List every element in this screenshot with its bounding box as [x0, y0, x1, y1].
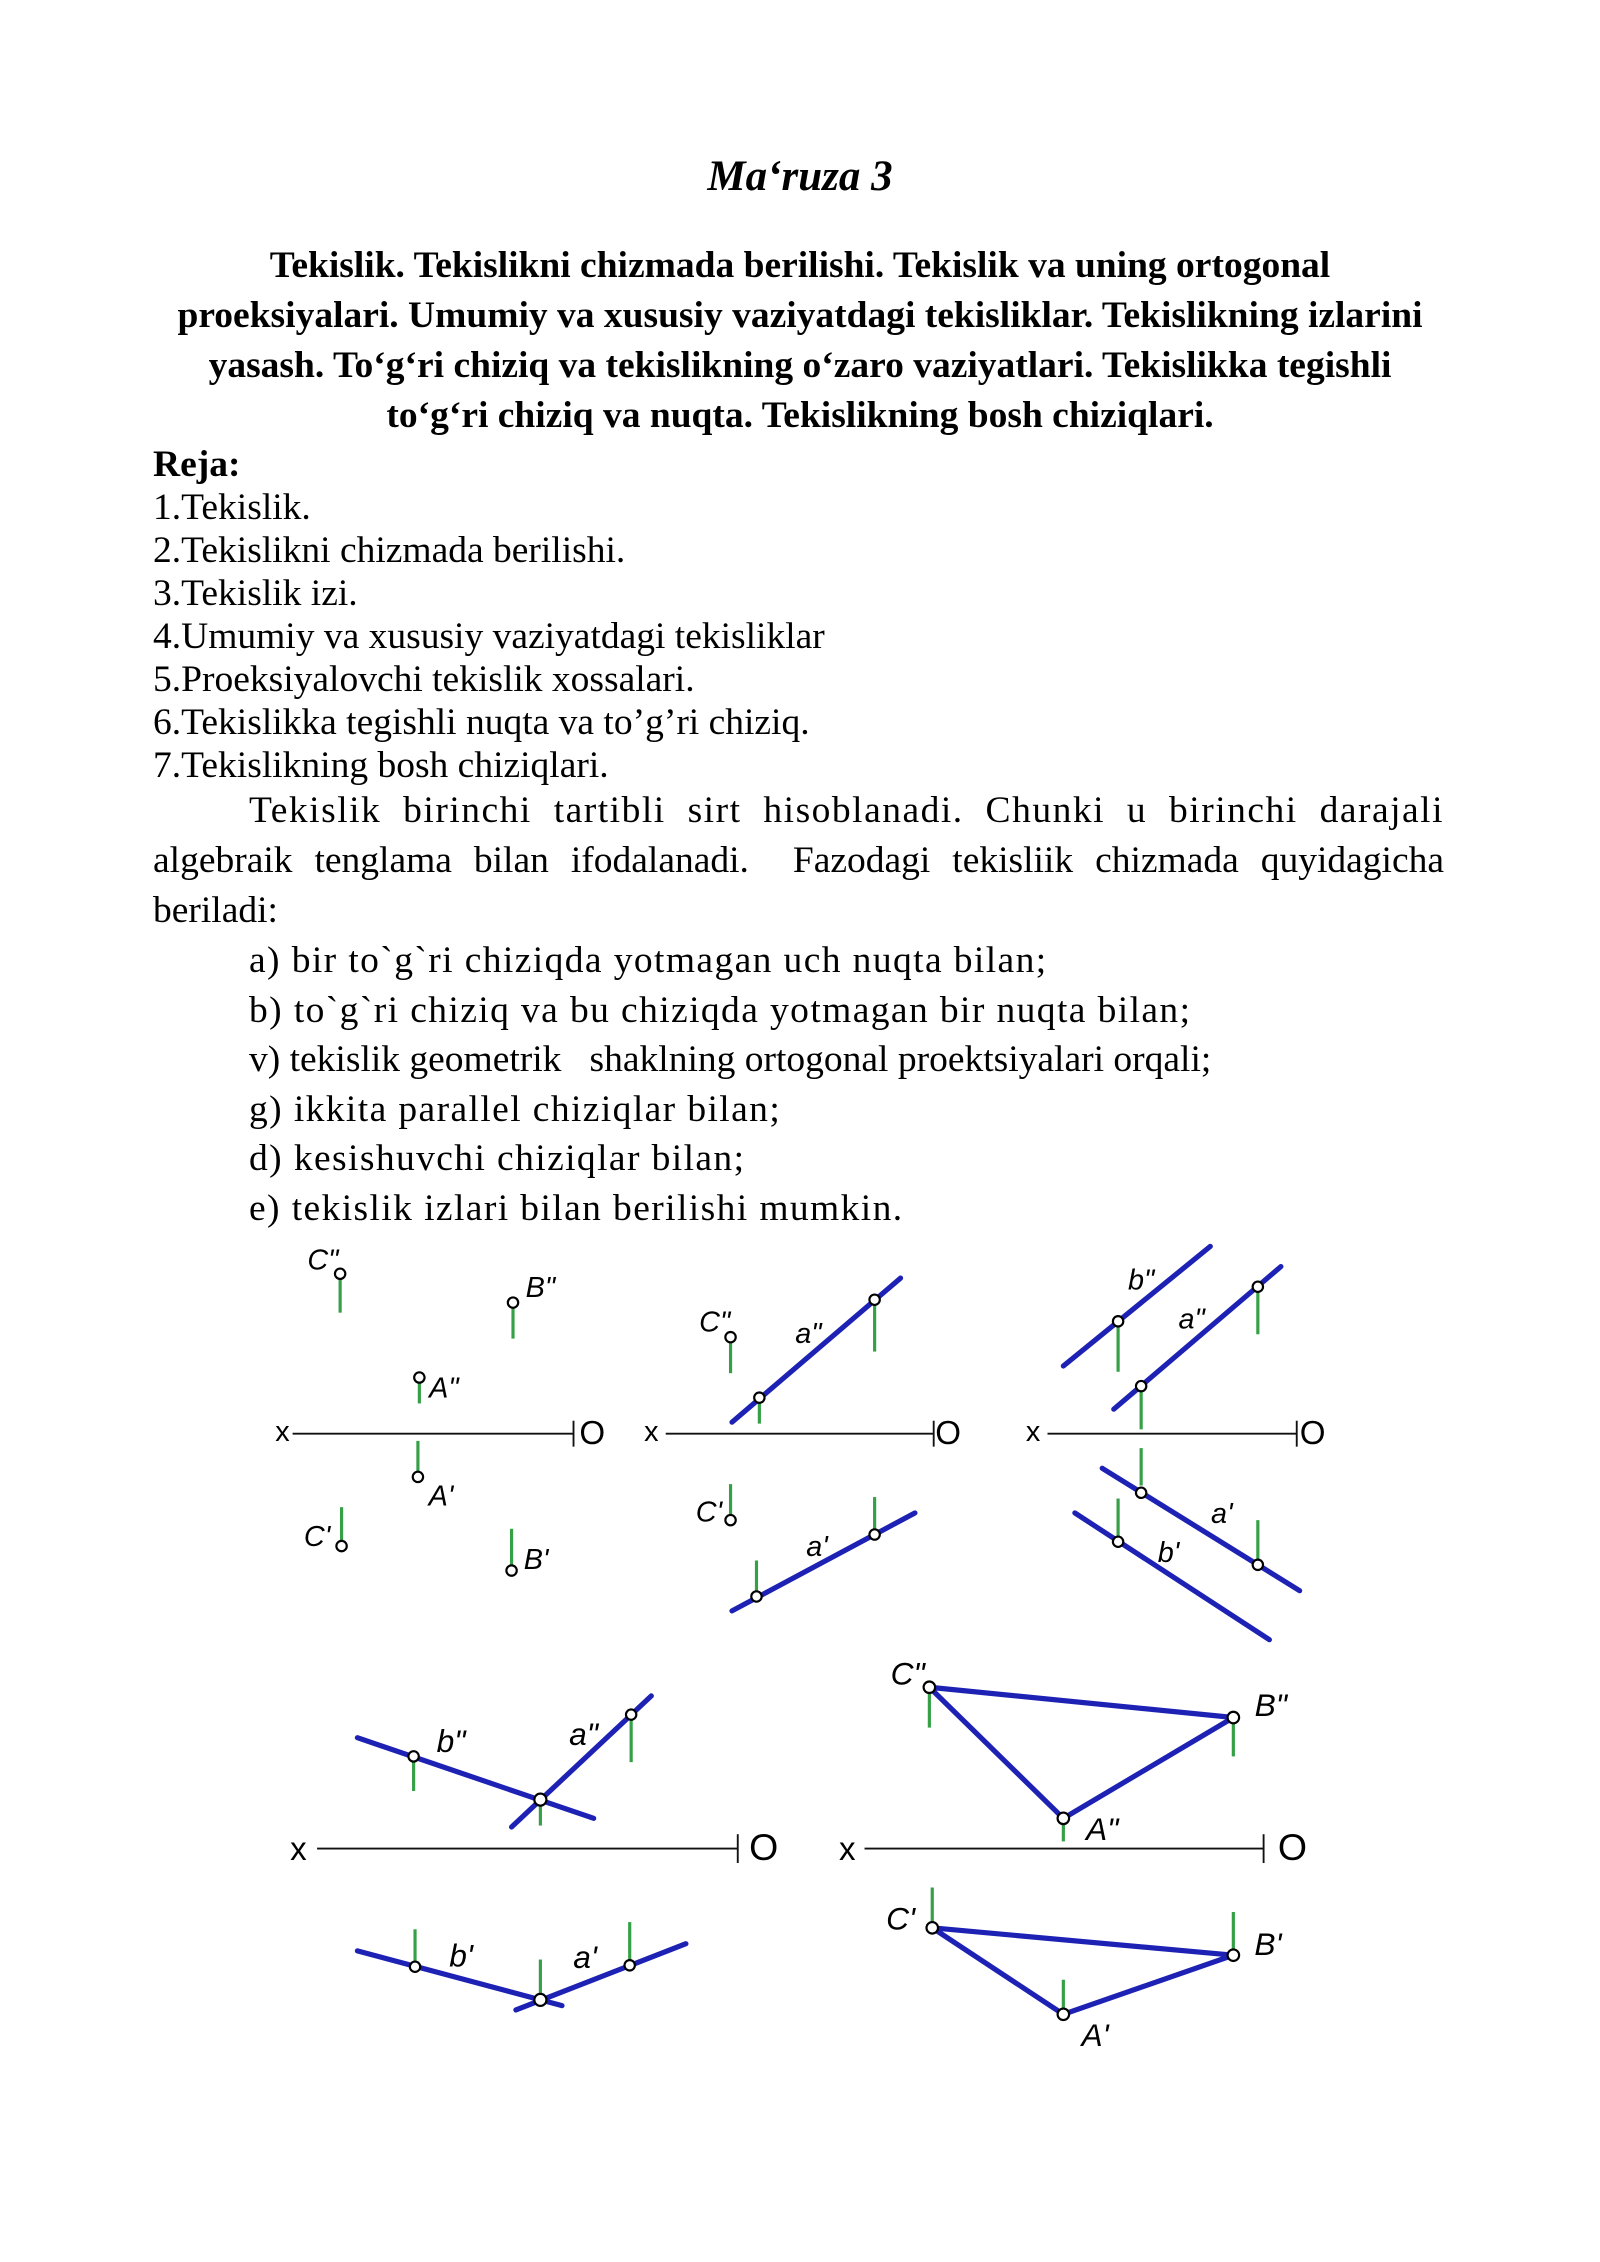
label-a-horizontal: a' — [806, 1531, 828, 1564]
axis-label-o: O — [1299, 1414, 1326, 1452]
topic-line: yasash. To‘g‘ri chiziq va tekislikning o‘zaro vaziyatlari. Tekislikka tegishli — [208, 345, 1392, 386]
axis-label-x: x — [1025, 1415, 1041, 1448]
axis-label-x: x — [838, 1831, 856, 1869]
method-item: b) to`g`ri chiziq va bu chiziqda yotmagan bir nuqta bilan; — [249, 989, 1192, 1031]
point-b-horizontal — [506, 1565, 516, 1575]
label-c-frontal: C" — [307, 1244, 339, 1277]
figure-intersecting-lines — [290, 1696, 778, 2010]
line-b-horizontal — [1075, 1513, 1269, 1640]
topic-line: to‘g‘ri chiziq va nuqta. Tekislikning bosh chiziqlari. — [386, 395, 1214, 436]
plan-item: 5.Proeksiyalovchi tekislik xossalari. — [153, 659, 695, 700]
label-a-horizontal: A' — [1081, 2016, 1109, 2053]
plane-definition-methods — [249, 936, 1211, 1234]
plane-definition-figures — [245, 1232, 1340, 2082]
point-b-frontal — [1228, 1712, 1240, 1724]
label-b-horizontal: b' — [1157, 1536, 1180, 1569]
line-a-horizontal — [1102, 1468, 1299, 1590]
label-a-horizontal: a' — [573, 1939, 597, 1976]
intro-paragraph — [153, 786, 1444, 936]
label-b-frontal: B" — [1254, 1687, 1288, 1724]
axis-label-o: O — [749, 1826, 779, 1869]
method-item: g) ikkita parallel chiziqlar bilan; — [249, 1088, 782, 1130]
figure-triangle — [839, 1655, 1307, 2053]
point-c-horizontal — [725, 1515, 735, 1525]
label-c-horizontal: C' — [695, 1496, 723, 1529]
point-c-horizontal — [926, 1922, 938, 1934]
label-a-frontal: A" — [429, 1372, 459, 1405]
label-b-horizontal: B' — [523, 1544, 549, 1577]
triangle-horizontal — [932, 1928, 1233, 2014]
label-a-frontal: a" — [569, 1715, 599, 1752]
point-c-horizontal — [336, 1541, 346, 1551]
point-a-horizontal — [413, 1472, 423, 1482]
label-c-frontal: C" — [699, 1306, 731, 1339]
point-a-horizontal — [1058, 2009, 1070, 2021]
label-b-frontal: B" — [525, 1271, 556, 1304]
method-item: v) tekislik geometrik shaklning ortogonal proektsiyalari orqali; — [249, 1039, 1212, 1081]
plan-item: 1.Tekislik. — [153, 487, 311, 528]
label-b-horizontal: b' — [449, 1937, 473, 1974]
paragraph-line: beriladi: — [153, 890, 278, 931]
axis-label-o: O — [935, 1414, 961, 1452]
method-item: d) kesishuvchi chiziqlar bilan; — [249, 1138, 746, 1180]
point-on-line — [869, 1529, 879, 1539]
point-on-line — [1113, 1537, 1123, 1547]
axis-label-o: O — [579, 1414, 606, 1452]
label-c-horizontal: C' — [303, 1521, 331, 1554]
intersection-point-frontal — [534, 1794, 546, 1806]
line-b-frontal — [357, 1738, 593, 1819]
figure-parallel-lines — [1026, 1246, 1326, 1639]
point-on-line — [1253, 1560, 1263, 1570]
method-item: a) bir to`g`ri chiziqda yotmagan uch nuqta bilan; — [249, 940, 1048, 981]
point-on-line — [1136, 1488, 1146, 1498]
plan-item: 3.Tekislik izi. — [153, 573, 358, 614]
label-c-frontal: C" — [890, 1655, 925, 1692]
plan-item: 7.Tekislikning bosh chiziqlari. — [153, 745, 609, 786]
point-on-line — [1136, 1381, 1146, 1391]
point-on-line — [410, 1962, 420, 1972]
point-on-line — [408, 1751, 418, 1761]
plan-section — [153, 443, 825, 787]
point-on-line — [625, 1960, 635, 1970]
point-b-frontal — [508, 1297, 518, 1307]
label-a-horizontal: A' — [428, 1480, 454, 1513]
plan-item: 6.Tekislikka tegishli nuqta va to’g’ri chiziq. — [153, 702, 810, 743]
label-a-horizontal: a' — [1211, 1498, 1233, 1531]
plan-item: 2.Tekislikni chizmada berilishi. — [153, 530, 626, 571]
label-a-frontal: a" — [795, 1317, 822, 1350]
label-b-frontal: b" — [1128, 1264, 1155, 1297]
point-on-line — [754, 1392, 764, 1402]
topic-line: Tekislik. Tekislikni chizmada berilishi. Tekislik va uning ortogonal — [269, 245, 1331, 286]
plan-item: 4.Umumiy va xususiy vaziyatdagi tekisliklar — [153, 616, 825, 657]
axis-label-x: x — [275, 1415, 290, 1448]
point-b-horizontal — [1228, 1949, 1240, 1961]
figure-three-points — [275, 1244, 605, 1576]
point-a-frontal — [414, 1372, 424, 1382]
point-on-line — [869, 1295, 879, 1305]
label-b-horizontal: B' — [1254, 1926, 1282, 1963]
plan-heading: Reja: — [153, 444, 241, 485]
figure-line-and-point — [644, 1278, 961, 1611]
point-on-line — [1113, 1316, 1123, 1326]
point-a-frontal — [1058, 1813, 1070, 1825]
point-on-line — [626, 1709, 636, 1719]
point-on-line — [751, 1591, 761, 1601]
lecture-topic — [0, 241, 1600, 441]
paragraph-line: Tekislik birinchi tartibli sirt hisoblanadi. Chunki u birinchi darajali — [249, 790, 1444, 831]
label-a-frontal: a" — [1178, 1303, 1205, 1336]
topic-line: proeksiyalari. Umumiy va xususiy vaziyatdagi tekisliklar. Tekislikning izlarini — [177, 295, 1423, 336]
intersection-point-horizontal — [534, 1994, 546, 2006]
label-a-frontal: A" — [1086, 1810, 1119, 1847]
paragraph-line: algebraik tenglama bilan ifodalanadi. Fazodagi tekisliik chizmada quyidagicha — [153, 840, 1444, 881]
lecture-title: Ma‘ruza 3 — [707, 153, 893, 200]
point-on-line — [1253, 1282, 1263, 1292]
method-item: e) tekislik izlari bilan berilishi mumkin. — [249, 1187, 904, 1229]
label-c-horizontal: C' — [886, 1900, 916, 1937]
axis-label-o: O — [1277, 1826, 1307, 1869]
axis-label-x: x — [644, 1415, 659, 1448]
axis-label-x: x — [290, 1831, 307, 1869]
point-c-frontal — [924, 1681, 936, 1693]
triangle-frontal — [929, 1687, 1233, 1818]
label-b-frontal: b" — [436, 1723, 466, 1760]
